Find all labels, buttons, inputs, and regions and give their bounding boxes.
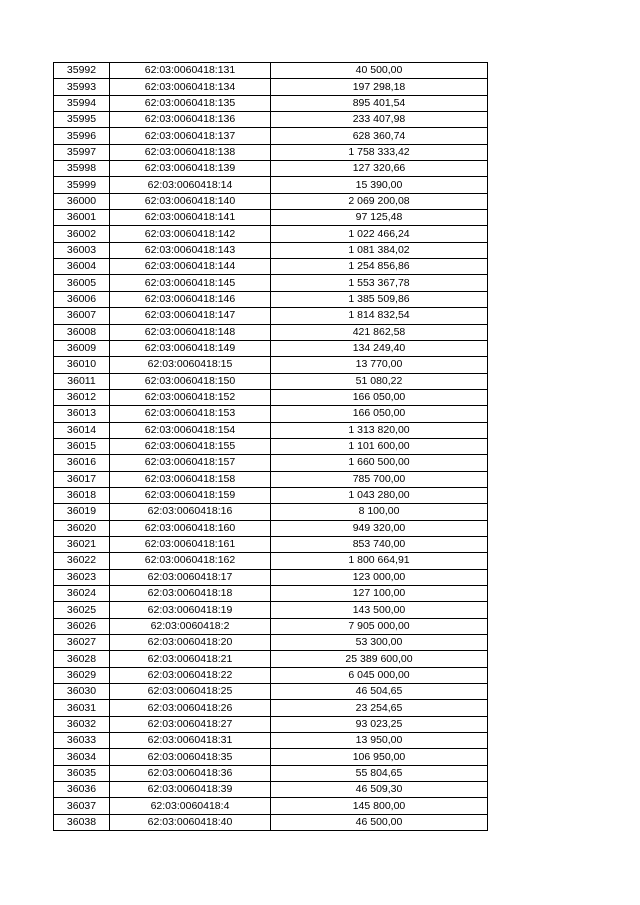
cadastral-number-cell: 62:03:0060418:154 bbox=[110, 422, 271, 438]
cadastral-value-cell: 1 553 367,78 bbox=[271, 275, 488, 291]
table-row bbox=[54, 95, 488, 111]
cadastral-number-cell: 62:03:0060418:152 bbox=[110, 389, 271, 405]
table-row bbox=[54, 226, 488, 242]
cadastral-number-cell: 62:03:0060418:161 bbox=[110, 536, 271, 552]
cadastral-value-cell: 145 800,00 bbox=[271, 798, 488, 814]
cadastral-number-cell: 62:03:0060418:20 bbox=[110, 635, 271, 651]
cadastral-value-cell: 106 950,00 bbox=[271, 749, 488, 765]
table-row bbox=[54, 782, 488, 798]
cadastral-value-cell: 40 500,00 bbox=[271, 63, 488, 79]
cadastral-number-cell: 62:03:0060418:145 bbox=[110, 275, 271, 291]
cadastral-number-cell: 62:03:0060418:131 bbox=[110, 63, 271, 79]
table-row bbox=[54, 765, 488, 781]
cadastral-value-cell: 123 000,00 bbox=[271, 569, 488, 585]
cadastral-number-cell: 62:03:0060418:25 bbox=[110, 684, 271, 700]
cadastral-number-cell: 62:03:0060418:26 bbox=[110, 700, 271, 716]
cadastral-number-cell: 62:03:0060418:158 bbox=[110, 471, 271, 487]
cadastral-number-cell: 62:03:0060418:17 bbox=[110, 569, 271, 585]
cadastral-number-cell: 62:03:0060418:135 bbox=[110, 95, 271, 111]
row-number-cell: 36037 bbox=[54, 798, 110, 814]
table-row bbox=[54, 161, 488, 177]
table-row bbox=[54, 242, 488, 258]
cadastral-number-cell: 62:03:0060418:22 bbox=[110, 667, 271, 683]
cadastral-value-cell: 8 100,00 bbox=[271, 504, 488, 520]
cadastral-number-cell: 62:03:0060418:4 bbox=[110, 798, 271, 814]
cadastral-number-cell: 62:03:0060418:40 bbox=[110, 814, 271, 830]
cadastral-number-cell: 62:03:0060418:14 bbox=[110, 177, 271, 193]
cadastral-value-cell: 51 080,22 bbox=[271, 373, 488, 389]
cadastral-value-cell: 15 390,00 bbox=[271, 177, 488, 193]
table-row bbox=[54, 749, 488, 765]
cadastral-value-cell: 1 313 820,00 bbox=[271, 422, 488, 438]
table-row bbox=[54, 340, 488, 356]
row-number-cell: 36030 bbox=[54, 684, 110, 700]
row-number-cell: 36029 bbox=[54, 667, 110, 683]
cadastral-value-cell: 93 023,25 bbox=[271, 716, 488, 732]
row-number-cell: 36013 bbox=[54, 406, 110, 422]
cadastral-number-cell: 62:03:0060418:141 bbox=[110, 210, 271, 226]
table-row bbox=[54, 618, 488, 634]
cadastral-value-cell: 949 320,00 bbox=[271, 520, 488, 536]
row-number-cell: 36015 bbox=[54, 438, 110, 454]
cadastral-value-cell: 25 389 600,00 bbox=[271, 651, 488, 667]
table-row bbox=[54, 504, 488, 520]
row-number-cell: 36024 bbox=[54, 586, 110, 602]
row-number-cell: 36028 bbox=[54, 651, 110, 667]
cadastral-value-cell: 46 504,65 bbox=[271, 684, 488, 700]
table-row bbox=[54, 733, 488, 749]
table-row bbox=[54, 716, 488, 732]
cadastral-value-cell: 421 862,58 bbox=[271, 324, 488, 340]
table-row bbox=[54, 602, 488, 618]
cadastral-number-cell: 62:03:0060418:160 bbox=[110, 520, 271, 536]
cadastral-value-cell: 1 081 384,02 bbox=[271, 242, 488, 258]
cadastral-number-cell: 62:03:0060418:146 bbox=[110, 291, 271, 307]
table-row bbox=[54, 651, 488, 667]
row-number-cell: 35998 bbox=[54, 161, 110, 177]
row-number-cell: 35999 bbox=[54, 177, 110, 193]
table-row bbox=[54, 569, 488, 585]
table-row bbox=[54, 389, 488, 405]
row-number-cell: 36016 bbox=[54, 455, 110, 471]
cadastral-number-cell: 62:03:0060418:150 bbox=[110, 373, 271, 389]
cadastral-number-cell: 62:03:0060418:36 bbox=[110, 765, 271, 781]
table-row bbox=[54, 455, 488, 471]
row-number-cell: 36005 bbox=[54, 275, 110, 291]
cadastral-value-cell: 1 800 664,91 bbox=[271, 553, 488, 569]
table-row bbox=[54, 373, 488, 389]
cadastral-number-cell: 62:03:0060418:144 bbox=[110, 259, 271, 275]
cadastral-value-cell: 127 100,00 bbox=[271, 586, 488, 602]
cadastral-value-cell: 13 770,00 bbox=[271, 357, 488, 373]
cadastral-number-cell: 62:03:0060418:148 bbox=[110, 324, 271, 340]
table-row bbox=[54, 586, 488, 602]
row-number-cell: 36031 bbox=[54, 700, 110, 716]
cadastral-number-cell: 62:03:0060418:35 bbox=[110, 749, 271, 765]
row-number-cell: 36033 bbox=[54, 733, 110, 749]
cadastral-value-cell: 2 069 200,08 bbox=[271, 193, 488, 209]
document-page bbox=[53, 62, 487, 831]
cadastral-number-cell: 62:03:0060418:149 bbox=[110, 340, 271, 356]
row-number-cell: 35993 bbox=[54, 79, 110, 95]
table-row bbox=[54, 422, 488, 438]
row-number-cell: 36021 bbox=[54, 536, 110, 552]
cadastral-number-cell: 62:03:0060418:137 bbox=[110, 128, 271, 144]
table-row bbox=[54, 275, 488, 291]
cadastral-value-cell: 1 254 856,86 bbox=[271, 259, 488, 275]
cadastral-value-cell: 197 298,18 bbox=[271, 79, 488, 95]
table-row bbox=[54, 487, 488, 503]
cadastral-value-cell: 1 043 280,00 bbox=[271, 487, 488, 503]
table-row bbox=[54, 291, 488, 307]
table-row bbox=[54, 667, 488, 683]
row-number-cell: 36001 bbox=[54, 210, 110, 226]
table-row bbox=[54, 193, 488, 209]
table-row bbox=[54, 536, 488, 552]
table-row bbox=[54, 438, 488, 454]
table-row bbox=[54, 635, 488, 651]
cadastral-value-cell: 853 740,00 bbox=[271, 536, 488, 552]
cadastral-value-cell: 785 700,00 bbox=[271, 471, 488, 487]
cadastral-number-cell: 62:03:0060418:162 bbox=[110, 553, 271, 569]
row-number-cell: 35994 bbox=[54, 95, 110, 111]
row-number-cell: 35996 bbox=[54, 128, 110, 144]
cadastral-value-cell: 6 045 000,00 bbox=[271, 667, 488, 683]
row-number-cell: 36027 bbox=[54, 635, 110, 651]
row-number-cell: 36032 bbox=[54, 716, 110, 732]
cadastral-value-cell: 46 509,30 bbox=[271, 782, 488, 798]
cadastral-number-cell: 62:03:0060418:142 bbox=[110, 226, 271, 242]
cadastral-number-cell: 62:03:0060418:136 bbox=[110, 112, 271, 128]
cadastral-number-cell: 62:03:0060418:18 bbox=[110, 586, 271, 602]
cadastral-number-cell: 62:03:0060418:16 bbox=[110, 504, 271, 520]
row-number-cell: 36014 bbox=[54, 422, 110, 438]
table-row bbox=[54, 79, 488, 95]
cadastral-number-cell: 62:03:0060418:155 bbox=[110, 438, 271, 454]
table-row bbox=[54, 177, 488, 193]
table-row bbox=[54, 684, 488, 700]
cadastral-value-cell: 53 300,00 bbox=[271, 635, 488, 651]
row-number-cell: 36025 bbox=[54, 602, 110, 618]
cadastral-value-cell: 166 050,00 bbox=[271, 406, 488, 422]
cadastral-number-cell: 62:03:0060418:159 bbox=[110, 487, 271, 503]
table-body bbox=[54, 63, 488, 831]
row-number-cell: 36038 bbox=[54, 814, 110, 830]
row-number-cell: 36023 bbox=[54, 569, 110, 585]
cadastral-value-cell: 1 022 466,24 bbox=[271, 226, 488, 242]
row-number-cell: 36034 bbox=[54, 749, 110, 765]
cadastral-number-cell: 62:03:0060418:138 bbox=[110, 144, 271, 160]
row-number-cell: 36035 bbox=[54, 765, 110, 781]
cadastral-value-cell: 97 125,48 bbox=[271, 210, 488, 226]
cadastral-number-cell: 62:03:0060418:31 bbox=[110, 733, 271, 749]
cadastral-number-cell: 62:03:0060418:27 bbox=[110, 716, 271, 732]
cadastral-value-cell: 134 249,40 bbox=[271, 340, 488, 356]
cadastral-number-cell: 62:03:0060418:15 bbox=[110, 357, 271, 373]
cadastral-value-cell: 1 385 509,86 bbox=[271, 291, 488, 307]
row-number-cell: 36019 bbox=[54, 504, 110, 520]
cadastral-number-cell: 62:03:0060418:39 bbox=[110, 782, 271, 798]
table-row bbox=[54, 112, 488, 128]
row-number-cell: 36009 bbox=[54, 340, 110, 356]
cadastral-value-cell: 13 950,00 bbox=[271, 733, 488, 749]
cadastral-number-cell: 62:03:0060418:147 bbox=[110, 308, 271, 324]
row-number-cell: 35992 bbox=[54, 63, 110, 79]
table-row bbox=[54, 210, 488, 226]
table-row bbox=[54, 144, 488, 160]
row-number-cell: 36006 bbox=[54, 291, 110, 307]
row-number-cell: 36017 bbox=[54, 471, 110, 487]
cadastral-number-cell: 62:03:0060418:157 bbox=[110, 455, 271, 471]
row-number-cell: 35997 bbox=[54, 144, 110, 160]
table-row bbox=[54, 128, 488, 144]
cadastral-number-cell: 62:03:0060418:140 bbox=[110, 193, 271, 209]
table-row bbox=[54, 259, 488, 275]
cadastral-value-cell: 7 905 000,00 bbox=[271, 618, 488, 634]
cadastral-value-cell: 23 254,65 bbox=[271, 700, 488, 716]
table-row bbox=[54, 406, 488, 422]
row-number-cell: 36012 bbox=[54, 389, 110, 405]
table-row bbox=[54, 520, 488, 536]
row-number-cell: 36002 bbox=[54, 226, 110, 242]
row-number-cell: 35995 bbox=[54, 112, 110, 128]
table-row bbox=[54, 471, 488, 487]
cadastral-value-cell: 55 804,65 bbox=[271, 765, 488, 781]
cadastral-value-cell: 1 660 500,00 bbox=[271, 455, 488, 471]
table-row bbox=[54, 63, 488, 79]
row-number-cell: 36011 bbox=[54, 373, 110, 389]
row-number-cell: 36003 bbox=[54, 242, 110, 258]
row-number-cell: 36010 bbox=[54, 357, 110, 373]
row-number-cell: 36020 bbox=[54, 520, 110, 536]
table-row bbox=[54, 308, 488, 324]
row-number-cell: 36022 bbox=[54, 553, 110, 569]
cadastral-value-cell: 166 050,00 bbox=[271, 389, 488, 405]
row-number-cell: 36036 bbox=[54, 782, 110, 798]
cadastral-value-cell: 628 360,74 bbox=[271, 128, 488, 144]
cadastral-value-cell: 1 101 600,00 bbox=[271, 438, 488, 454]
table-row bbox=[54, 700, 488, 716]
cadastral-value-table bbox=[53, 62, 488, 831]
row-number-cell: 36007 bbox=[54, 308, 110, 324]
cadastral-value-cell: 1 814 832,54 bbox=[271, 308, 488, 324]
table-row bbox=[54, 814, 488, 830]
cadastral-value-cell: 143 500,00 bbox=[271, 602, 488, 618]
row-number-cell: 36026 bbox=[54, 618, 110, 634]
row-number-cell: 36000 bbox=[54, 193, 110, 209]
cadastral-number-cell: 62:03:0060418:143 bbox=[110, 242, 271, 258]
row-number-cell: 36018 bbox=[54, 487, 110, 503]
table-row bbox=[54, 324, 488, 340]
row-number-cell: 36008 bbox=[54, 324, 110, 340]
cadastral-value-cell: 127 320,66 bbox=[271, 161, 488, 177]
cadastral-number-cell: 62:03:0060418:153 bbox=[110, 406, 271, 422]
cadastral-number-cell: 62:03:0060418:19 bbox=[110, 602, 271, 618]
row-number-cell: 36004 bbox=[54, 259, 110, 275]
cadastral-number-cell: 62:03:0060418:2 bbox=[110, 618, 271, 634]
cadastral-value-cell: 1 758 333,42 bbox=[271, 144, 488, 160]
cadastral-number-cell: 62:03:0060418:139 bbox=[110, 161, 271, 177]
cadastral-value-cell: 233 407,98 bbox=[271, 112, 488, 128]
cadastral-number-cell: 62:03:0060418:21 bbox=[110, 651, 271, 667]
cadastral-value-cell: 895 401,54 bbox=[271, 95, 488, 111]
table-row bbox=[54, 798, 488, 814]
table-row bbox=[54, 357, 488, 373]
cadastral-value-cell: 46 500,00 bbox=[271, 814, 488, 830]
table-row bbox=[54, 553, 488, 569]
cadastral-number-cell: 62:03:0060418:134 bbox=[110, 79, 271, 95]
